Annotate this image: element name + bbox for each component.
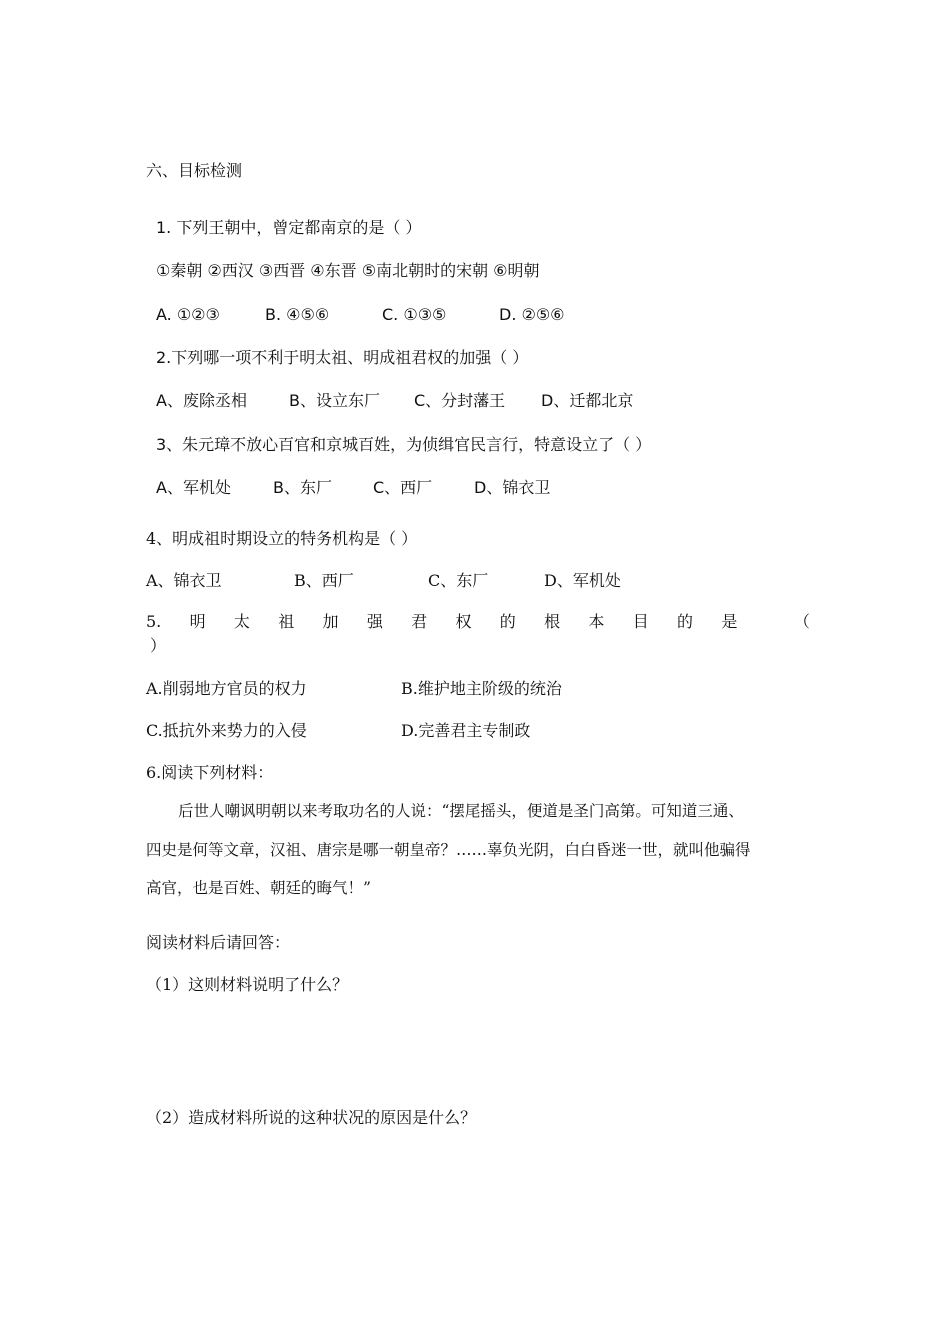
q5-char: 加 (322, 612, 339, 631)
material-line: 后世人嘲讽明朝以来考取功名的人说：“摆尾摇头，便道是圣门高第。可知道三通、 (178, 802, 744, 820)
q1-stem: 1. 下列王朝中，曾定都南京的是（ ） (156, 218, 422, 237)
q5-char: 5. (146, 612, 162, 631)
q5-stem (146, 612, 810, 632)
q3-option-c: C、西厂 (373, 478, 433, 497)
q4-option-d: D、军机处 (544, 571, 621, 590)
q5-option-d: D.完善君主专制政 (401, 721, 531, 740)
q2-option-c: C、分封藩王 (414, 391, 506, 410)
q4-option-a: A、锦衣卫 (146, 571, 222, 590)
q5-char: 目 (632, 612, 649, 631)
q1-option-a: A. ①②③ (156, 305, 220, 324)
q1-option-d: D. ②⑤⑥ (499, 305, 565, 324)
q5-char: 本 (588, 612, 605, 631)
q6-prompt: 阅读材料后请回答： (146, 933, 291, 952)
material-line: 高官，也是百姓、朝廷的晦气！” (146, 879, 371, 897)
q3-option-d: D、锦衣卫 (474, 478, 551, 497)
q5-char: 的 (677, 612, 694, 631)
q5-option-b: B.维护地主阶级的统治 (401, 679, 562, 698)
q3-option-a: A、军机处 (156, 478, 231, 497)
q5-char: 祖 (278, 612, 295, 631)
q6-stem: 6.阅读下列材料： (146, 763, 274, 782)
q2-stem: 2.下列哪一项不利于明太祖、明成祖君权的加强（ ） (156, 348, 529, 367)
q3-option-b: B、东厂 (273, 478, 332, 497)
q5-option-c: C.抵抗外来势力的入侵 (146, 721, 307, 740)
q5-char: 根 (544, 612, 561, 631)
q5-option-a: A.削弱地方官员的权力 (146, 679, 307, 698)
q5-char: 是 (721, 612, 738, 631)
q2-option-a: A、废除丞相 (156, 391, 247, 410)
q5-char: 强 (366, 612, 383, 631)
q6-sub1: （1）这则材料说明了什么？ (146, 975, 349, 994)
section-title: 六、目标检测 (146, 161, 243, 180)
q2-option-b: B、设立东厂 (289, 391, 380, 410)
q5-char: （ (793, 612, 810, 631)
q5-char: 明 (189, 612, 206, 631)
q4-option-c: C、东厂 (428, 571, 489, 590)
q4-option-b: B、西厂 (294, 571, 354, 590)
q5-char: 权 (455, 612, 472, 631)
q4-stem: 4、明成祖时期设立的特务机构是（ ） (146, 529, 418, 548)
q2-option-d: D、迁都北京 (541, 391, 634, 410)
q5-char: 君 (411, 612, 428, 631)
q5-stem-end: ） (150, 636, 167, 655)
material-line: 四史是何等文章，汉祖、唐宗是哪一朝皇帝？……辜负光阴，白白昏迷一世，就叫他骗得 (146, 841, 751, 859)
q6-sub2: （2）造成材料所说的这种状况的原因是什么？ (146, 1108, 477, 1127)
q1-option-b: B. ④⑤⑥ (265, 305, 330, 324)
q1-option-c: C. ①③⑤ (382, 305, 447, 324)
q5-char: 的 (499, 612, 516, 631)
q5-char: 太 (233, 612, 250, 631)
q1-items: ①秦朝 ②西汉 ③西晋 ④东晋 ⑤南北朝时的宋朝 ⑥明朝 (156, 261, 540, 280)
q3-stem: 3、朱元璋不放心百官和京城百姓，为侦缉官民言行，特意设立了（ ） (156, 435, 652, 454)
